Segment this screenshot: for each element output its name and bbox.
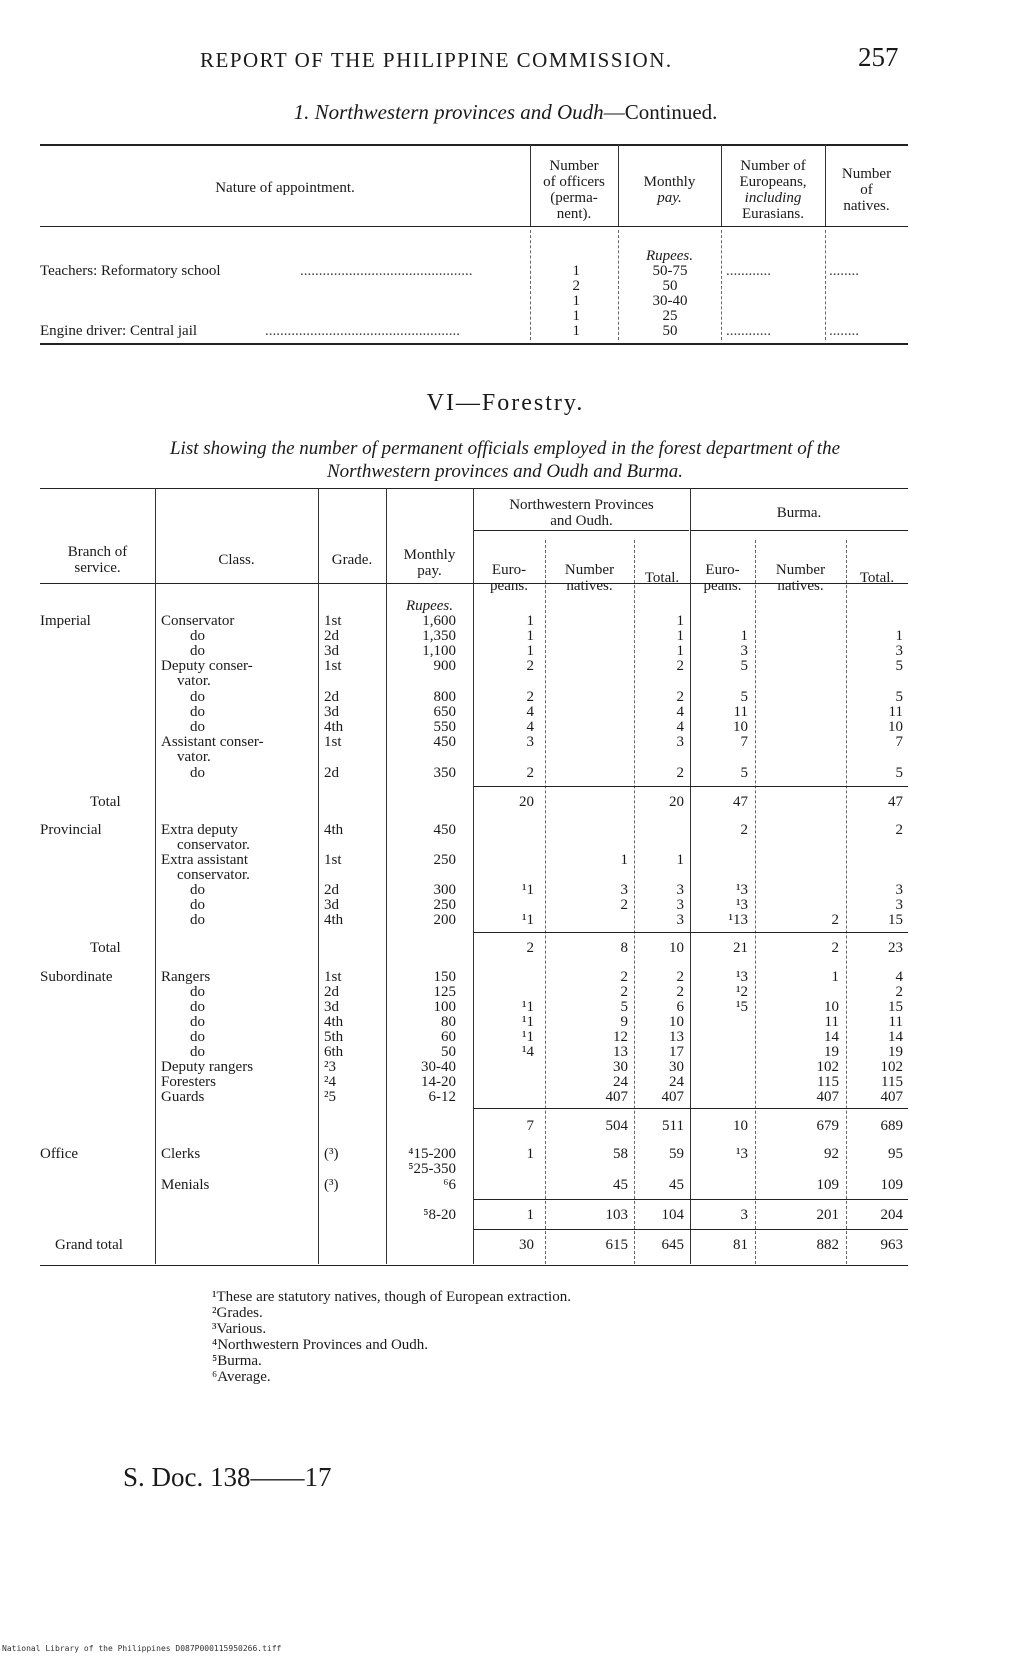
value-nt: 2 [676, 689, 684, 705]
pay-value-burma: ⁵25-350 [408, 1161, 456, 1177]
value-nn: 13 [613, 1044, 628, 1060]
value-nt: 20 [669, 794, 684, 810]
grade-value: 2d [324, 765, 339, 781]
class-label: Rangers [161, 969, 211, 985]
value-be: ¹2 [736, 984, 748, 1000]
value-bt: 4 [895, 969, 903, 985]
value-ne: ¹1 [522, 999, 534, 1015]
branch-label: Total [90, 940, 121, 956]
appointment-label: Teachers: Reformatory school [40, 263, 221, 279]
value-bt: 15 [888, 999, 903, 1015]
class-label: Clerks [161, 1146, 201, 1162]
value-bt: 5 [895, 689, 903, 705]
value-bn: 407 [816, 1089, 839, 1105]
pay-value: 1,350 [422, 628, 456, 644]
value-bn: 14 [824, 1029, 839, 1045]
header-burma: Burma. [776, 505, 822, 521]
header-burma-natives: Number natives. [775, 562, 826, 594]
pay-value: 250 [433, 897, 456, 913]
value-bt: 11 [888, 1014, 903, 1030]
value-nt: 10 [669, 1014, 684, 1030]
rupees-label: Rupees. [405, 598, 454, 614]
branch-label: Imperial [40, 613, 91, 629]
page-header [0, 42, 1011, 78]
value-bt: 407 [880, 1089, 903, 1105]
value-ne: 7 [526, 1118, 534, 1134]
value-nt: 2 [676, 765, 684, 781]
grade-value: 4th [324, 912, 344, 928]
value-ne: ¹1 [522, 1014, 534, 1030]
value-be: 1 [740, 628, 748, 644]
subtitle-continued: —Continued. [603, 100, 718, 124]
value-ne: 30 [519, 1237, 534, 1253]
pay-value: 900 [433, 658, 456, 674]
footnote-4: ⁴Northwestern Provinces and Oudh. [212, 1337, 429, 1353]
class-label: Menials [161, 1177, 210, 1193]
value-bn: 201 [816, 1207, 839, 1223]
value-nt: 3 [676, 897, 684, 913]
branch-label: Grand total [55, 1237, 123, 1253]
pay-value: 300 [433, 882, 456, 898]
value-bn: 882 [816, 1237, 839, 1253]
value-ne: 2 [526, 765, 534, 781]
value-bt: 5 [895, 765, 903, 781]
value-nt: 13 [669, 1029, 684, 1045]
class-label: do [190, 897, 205, 913]
officers-value: 1 [572, 293, 580, 309]
officers-value: 1 [572, 308, 580, 324]
grade-value: 6th [324, 1044, 344, 1060]
value-bt: 3 [895, 897, 903, 913]
grade-value: ²5 [324, 1089, 336, 1105]
value-bt: 204 [880, 1207, 903, 1223]
officers-value: 1 [572, 263, 580, 279]
value-nt: 3 [676, 882, 684, 898]
value-nn: 8 [620, 940, 628, 956]
value-nn: 3 [620, 882, 628, 898]
value-bt: 5 [895, 658, 903, 674]
header-europeans: Number of Europeans, including Eurasians. [739, 158, 807, 222]
header-nwp-europeans: Euro- peans. [490, 562, 528, 594]
value-ne: 1 [526, 1207, 534, 1223]
class-label: do [190, 912, 205, 928]
value-be: ¹13 [728, 912, 748, 928]
pay-value: 50 [662, 323, 678, 339]
grade-value: 4th [324, 822, 344, 838]
header-burma-europeans: Euro- peans. [703, 562, 742, 594]
value-bn: 115 [817, 1074, 839, 1090]
value-ne: ¹1 [522, 1029, 534, 1045]
footnote-3: ³Various. [212, 1321, 267, 1337]
value-nt: 2 [676, 658, 684, 674]
report-title: REPORT OF THE PHILIPPINE COMMISSION. [200, 48, 673, 72]
header-branch: Branch of service. [67, 544, 128, 576]
value-be: 81 [733, 1237, 748, 1253]
header-nwp-total: Total. [644, 570, 680, 586]
value-ne: ¹1 [522, 912, 534, 928]
value-nn: 30 [613, 1059, 628, 1075]
grade-value: 1st [324, 734, 342, 750]
class-label: Foresters [161, 1074, 216, 1090]
value-nn: 103 [605, 1207, 628, 1223]
class-label-cont: conservator. [177, 867, 250, 883]
pay-value: 100 [433, 999, 456, 1015]
header-monthly-pay: Monthly pay. [403, 547, 456, 579]
value-be: 3 [740, 1207, 748, 1223]
value-bn: 109 [816, 1177, 839, 1193]
value-nn: 45 [613, 1177, 628, 1193]
value-bt: 963 [880, 1237, 903, 1253]
value-nt: 45 [669, 1177, 684, 1193]
class-label: Guards [161, 1089, 205, 1105]
value-ne: 1 [526, 1146, 534, 1162]
class-label-cont: vator. [177, 749, 211, 765]
header-grade: Grade. [331, 552, 373, 568]
value-be: 21 [733, 940, 748, 956]
scan-footer: National Library of the Philippines D087P000115950266.tiff [2, 1644, 282, 1653]
header-officers: Number of officers (perma- nent). [543, 158, 605, 222]
value-nt: 3 [676, 912, 684, 928]
grade-value: 3d [324, 704, 339, 720]
value-nn: 24 [613, 1074, 628, 1090]
grade-value: (³) [324, 1177, 339, 1193]
value-bn: 11 [824, 1014, 839, 1030]
value-bn: 1 [831, 969, 839, 985]
value-nn: 2 [620, 984, 628, 1000]
grade-value: ²3 [324, 1059, 336, 1075]
header-nwp-natives: Number natives. [564, 562, 615, 594]
value-nn: 5 [620, 999, 628, 1015]
value-bt: 11 [888, 704, 903, 720]
value-bt: 115 [881, 1074, 903, 1090]
class-label-cont: conservator. [177, 837, 250, 853]
value-be: 3 [740, 643, 748, 659]
value-ne: 4 [526, 704, 534, 720]
appointment-label: Engine driver: Central jail [40, 323, 198, 339]
pay-value: 200 [433, 912, 456, 928]
pay-value: 50-75 [652, 263, 688, 279]
pay-value: 1,100 [422, 643, 456, 659]
header-monthly-pay: Monthly pay. [643, 174, 696, 206]
value-bt: 1 [895, 628, 903, 644]
footnote-2: ²Grades. [212, 1305, 263, 1321]
header-class: Class. [218, 552, 255, 568]
value-ne: 1 [526, 643, 534, 659]
value-nn: 2 [620, 969, 628, 985]
grade-value: 1st [324, 658, 342, 674]
grade-value: 1st [324, 852, 342, 868]
pay-value: 25 [662, 308, 678, 324]
value-bn: 102 [816, 1059, 839, 1075]
value-be: 2 [740, 822, 748, 838]
value-nt: 645 [661, 1237, 684, 1253]
pay-value: 250 [433, 852, 456, 868]
class-label: do [190, 882, 205, 898]
value-ne: 2 [526, 658, 534, 674]
class-label: do [190, 1014, 205, 1030]
value-nt: 407 [661, 1089, 684, 1105]
grade-value: 4th [324, 1014, 344, 1030]
value-be: 5 [740, 689, 748, 705]
page-number: 257 [858, 42, 899, 72]
table-subtitle [0, 100, 1011, 125]
value-nt: 4 [676, 704, 684, 720]
value-bn: 2 [831, 940, 839, 956]
footnote-1: ¹These are statutory natives, though of European extraction. [212, 1289, 571, 1305]
value-bt: 14 [888, 1029, 903, 1045]
subtitle-region: Northwestern provinces and Oudh [314, 100, 604, 124]
value-nt: 3 [676, 734, 684, 750]
value-bn: 679 [816, 1118, 839, 1134]
value-be: ¹3 [736, 897, 748, 913]
value-bt: 10 [888, 719, 903, 735]
grade-value: 3d [324, 643, 339, 659]
value-nt: 104 [661, 1207, 684, 1223]
value-bn: 19 [824, 1044, 839, 1060]
header-nature: Nature of appointment. [215, 180, 355, 196]
value-be: 10 [733, 719, 748, 735]
grade-value: 4th [324, 719, 344, 735]
value-be: 11 [733, 704, 748, 720]
value-be: ¹3 [736, 969, 748, 985]
value-nn: 504 [605, 1118, 628, 1134]
value-nt: 1 [676, 852, 684, 868]
pay-value: 650 [433, 704, 456, 720]
class-label: do [190, 1029, 205, 1045]
class-label: do [190, 628, 205, 644]
value-be: 10 [733, 1118, 748, 1134]
value-be: ¹3 [736, 882, 748, 898]
branch-label: Subordinate [40, 969, 113, 985]
grade-value: 1st [324, 969, 342, 985]
branch-label: Office [40, 1146, 79, 1162]
pay-value: 50 [662, 278, 678, 294]
class-label: Assistant conser- [161, 734, 264, 750]
value-nt: 6 [676, 999, 684, 1015]
pay-value: ⁴15-200 [408, 1146, 456, 1162]
pay-value: 80 [441, 1014, 456, 1030]
grade-value: (³) [324, 1146, 339, 1162]
value-ne: ¹4 [522, 1044, 534, 1060]
value-bt: 47 [888, 794, 903, 810]
class-label: do [190, 719, 205, 735]
class-label: Conservator [161, 613, 235, 629]
subtitle-number: 1. [293, 100, 310, 124]
grade-value: 2d [324, 689, 339, 705]
value-bt: 2 [895, 822, 903, 838]
value-nn: 12 [613, 1029, 628, 1045]
class-label: Extra deputy [161, 822, 239, 838]
value-bt: 3 [895, 882, 903, 898]
value-nn: 407 [605, 1089, 628, 1105]
value-ne: 4 [526, 719, 534, 735]
list-title: List showing the number of permanent officials employed in the forest department of the Northwestern provinces and Oudh and Burma. [169, 438, 841, 482]
value-nn: 9 [620, 1014, 628, 1030]
section-title: VI—Forestry. [426, 390, 585, 416]
value-ne: 1 [526, 628, 534, 644]
grade-value: 2d [324, 882, 339, 898]
footnote-6: ⁶Average. [212, 1369, 271, 1385]
pay-value: 550 [433, 719, 456, 735]
header-nwp: Northwestern Provinces and Oudh. [509, 497, 654, 529]
pay-value: 30-40 [652, 293, 688, 309]
class-label: do [190, 643, 205, 659]
grade-value: 5th [324, 1029, 344, 1045]
officers-value: 2 [572, 278, 580, 294]
value-bt: 3 [895, 643, 903, 659]
value-ne: 2 [526, 940, 534, 956]
class-label: do [190, 765, 205, 781]
rupees-label: Rupees. [645, 248, 694, 264]
value-bn: 92 [824, 1146, 839, 1162]
value-nt: 511 [662, 1118, 684, 1134]
pay-value: 800 [433, 689, 456, 705]
grade-value: 1st [324, 613, 342, 629]
value-be: 5 [740, 658, 748, 674]
pay-value: 30-40 [421, 1059, 456, 1075]
value-nt: 1 [676, 613, 684, 629]
class-label: do [190, 704, 205, 720]
class-label: do [190, 999, 205, 1015]
value-nt: 4 [676, 719, 684, 735]
pay-value: ⁵8-20 [423, 1207, 456, 1223]
value-ne: 2 [526, 689, 534, 705]
branch-label: Total [90, 794, 121, 810]
class-label: Deputy conser- [161, 658, 253, 674]
value-ne: 3 [526, 734, 534, 750]
pay-value: 450 [433, 822, 456, 838]
value-bt: 19 [888, 1044, 903, 1060]
value-bt: 689 [880, 1118, 903, 1134]
value-ne: ¹1 [522, 882, 534, 898]
class-label: Deputy rangers [161, 1059, 254, 1075]
value-nt: 2 [676, 969, 684, 985]
pay-value: 1,600 [422, 613, 456, 629]
class-label-cont: vator. [177, 673, 211, 689]
value-be: ¹3 [736, 1146, 748, 1162]
value-nt: 24 [669, 1074, 684, 1090]
pay-value: 6-12 [428, 1089, 456, 1105]
value-bt: 15 [888, 912, 903, 928]
header-natives: Number of natives. [841, 166, 892, 214]
grade-value: 3d [324, 999, 339, 1015]
value-ne: 1 [526, 613, 534, 629]
value-nt: 30 [669, 1059, 684, 1075]
value-nt: 1 [676, 643, 684, 659]
document-number: S. Doc. 138——17 [123, 1462, 332, 1492]
value-ne: 20 [519, 794, 534, 810]
value-bt: 7 [895, 734, 903, 750]
value-nn: 615 [605, 1237, 628, 1253]
value-be: 7 [740, 734, 748, 750]
value-nt: 59 [669, 1146, 684, 1162]
value-bt: 102 [880, 1059, 903, 1075]
class-label: do [190, 689, 205, 705]
grade-value: 3d [324, 897, 339, 913]
class-label: Extra assistant [161, 852, 249, 868]
pay-value: 60 [441, 1029, 456, 1045]
value-bt: 23 [888, 940, 903, 956]
value-nt: 17 [669, 1044, 684, 1060]
value-bt: 95 [888, 1146, 903, 1162]
value-nn: 2 [620, 897, 628, 913]
value-nt: 2 [676, 984, 684, 1000]
value-nt: 1 [676, 628, 684, 644]
value-bt: 2 [895, 984, 903, 1000]
class-label: do [190, 1044, 205, 1060]
value-nn: 58 [613, 1146, 628, 1162]
value-be: 5 [740, 765, 748, 781]
grade-value: 2d [324, 984, 339, 1000]
value-nn: 1 [620, 852, 628, 868]
pay-value: 450 [433, 734, 456, 750]
footnote-5: ⁵Burma. [212, 1353, 262, 1369]
pay-value: 50 [441, 1044, 456, 1060]
pay-value: 125 [433, 984, 456, 1000]
value-be: ¹5 [736, 999, 748, 1015]
grade-value: 2d [324, 628, 339, 644]
value-bt: 109 [880, 1177, 903, 1193]
pay-value: 14-20 [421, 1074, 456, 1090]
pay-value: 150 [433, 969, 456, 985]
officers-value: 1 [572, 323, 580, 339]
value-bn: 2 [831, 912, 839, 928]
value-bn: 10 [824, 999, 839, 1015]
branch-label: Provincial [40, 822, 102, 838]
pay-value: ⁶6 [443, 1177, 456, 1193]
header-burma-total: Total. [859, 570, 895, 586]
value-be: 47 [733, 794, 748, 810]
class-label: do [190, 984, 205, 1000]
value-nt: 10 [669, 940, 684, 956]
pay-value: 350 [433, 765, 456, 781]
grade-value: ²4 [324, 1074, 336, 1090]
